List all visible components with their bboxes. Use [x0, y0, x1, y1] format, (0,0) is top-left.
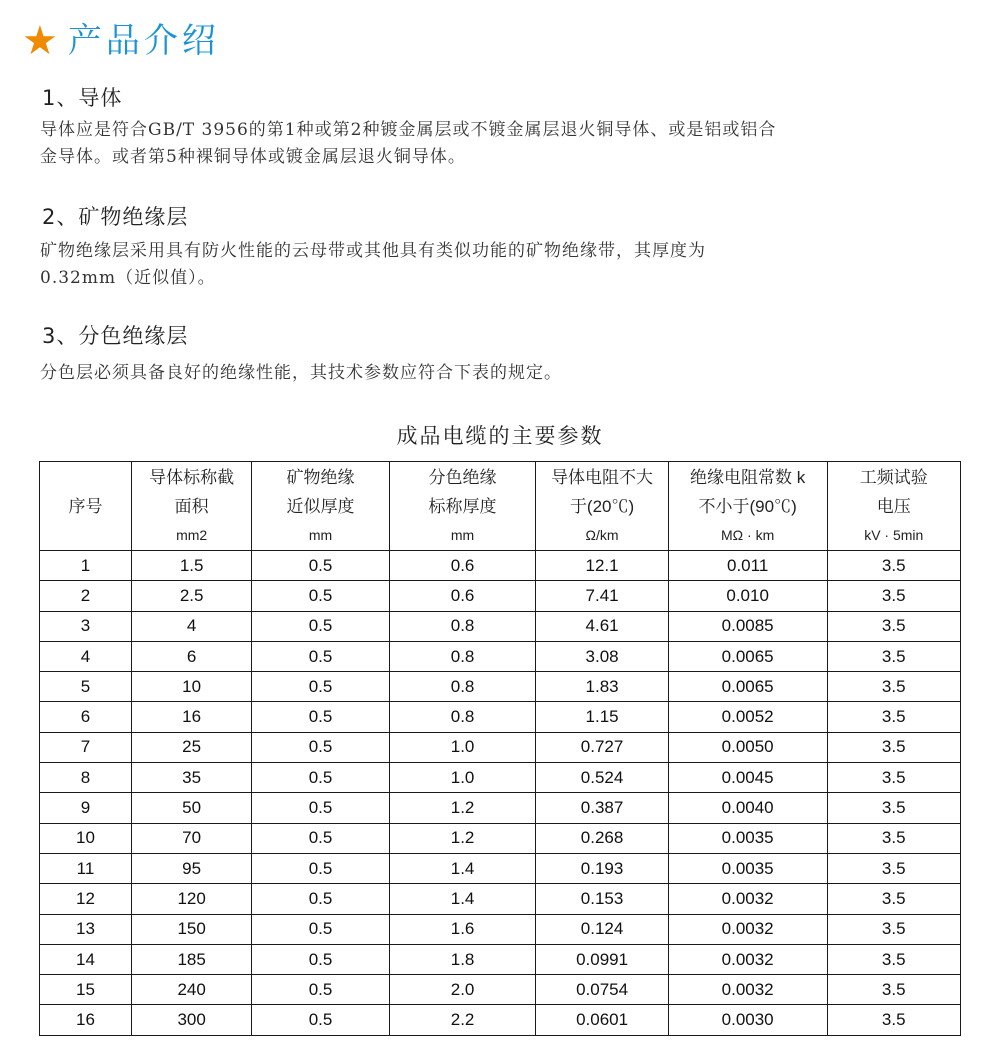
- header-line: 电压: [876, 496, 911, 516]
- header-line: 工频试验: [859, 467, 928, 487]
- table-cell: 0.8: [389, 672, 536, 702]
- table-cell: 3.5: [827, 672, 961, 702]
- section-heading-mineral-insulation: 2、矿物绝缘层: [42, 205, 189, 229]
- table-row: [40, 551, 961, 581]
- table-cell: 0.8: [389, 611, 536, 641]
- star-icon: ★: [22, 18, 58, 64]
- table-cell: 150: [131, 914, 251, 944]
- table-cell: 0.268: [536, 823, 668, 853]
- table-cell: 0.011: [668, 551, 827, 581]
- header-unit: Ω/km: [585, 526, 619, 543]
- table-cell: 3.5: [827, 884, 961, 914]
- table-cell: 0.5: [252, 641, 389, 671]
- body-line: 矿物绝缘层采用具有防火性能的云母带或其他具有类似功能的矿物绝缘带，其厚度为: [40, 241, 706, 261]
- table-cell: 0.5: [252, 884, 389, 914]
- header-line: 分色绝缘: [428, 467, 497, 487]
- table-row: [40, 763, 961, 793]
- table-cell: 0.5: [252, 975, 389, 1005]
- table-row: [40, 975, 961, 1005]
- table-cell: 3.5: [827, 853, 961, 883]
- table-cell: 3.5: [827, 914, 961, 944]
- table-cell: 300: [131, 1005, 251, 1035]
- table-cell: 25: [131, 732, 251, 762]
- page-title: 产品介绍: [67, 21, 220, 61]
- table-cell: 0.0050: [668, 732, 827, 762]
- table-row: [40, 611, 961, 641]
- table-cell: 0.0065: [668, 672, 827, 702]
- table-cell: 0.6: [389, 551, 536, 581]
- table-cell: 4: [40, 641, 132, 671]
- table-cell: 11: [40, 853, 132, 883]
- table-cell: 3.5: [827, 551, 961, 581]
- section-body-color-insulation: [40, 360, 940, 387]
- table-cell: 0.0030: [668, 1005, 827, 1035]
- table-row: [40, 823, 961, 853]
- table-cell: 2: [40, 581, 132, 611]
- table-cell: 0.193: [536, 853, 668, 883]
- table-cell: 6: [40, 702, 132, 732]
- table-cell: 0.0032: [668, 914, 827, 944]
- table-cell: 1.2: [389, 793, 536, 823]
- table-cell: 3.5: [827, 641, 961, 671]
- table-cell: 0.5: [252, 914, 389, 944]
- cable-parameters-table: [39, 461, 961, 1036]
- table-title: 成品电缆的主要参数: [396, 424, 604, 448]
- table-row: [40, 702, 961, 732]
- table-row: [40, 732, 961, 762]
- table-cell: 3.5: [827, 732, 961, 762]
- body-line: 金导体。或者第5种裸铜导体或镀金属层退火铜导体。: [40, 147, 466, 167]
- column-header: [389, 462, 536, 551]
- column-header: [536, 462, 668, 551]
- table-cell: 1.6: [389, 914, 536, 944]
- header-line: 不小于(90℃): [698, 496, 797, 516]
- table-cell: 0.0035: [668, 853, 827, 883]
- table-cell: 0.0045: [668, 763, 827, 793]
- table-cell: 14: [40, 944, 132, 974]
- table-cell: 0.524: [536, 763, 668, 793]
- table-cell: 3.08: [536, 641, 668, 671]
- table-cell: 0.5: [252, 823, 389, 853]
- table-cell: 0.0032: [668, 884, 827, 914]
- table-row: [40, 581, 961, 611]
- table-cell: 1: [40, 551, 132, 581]
- table-cell: 8: [40, 763, 132, 793]
- table-cell: 3.5: [827, 611, 961, 641]
- table-cell: 0.0085: [668, 611, 827, 641]
- table-cell: 0.8: [389, 702, 536, 732]
- table-cell: 0.0040: [668, 793, 827, 823]
- table-cell: 0.5: [252, 944, 389, 974]
- table-cell: 4: [131, 611, 251, 641]
- table-row: [40, 944, 961, 974]
- table-cell: 13: [40, 914, 132, 944]
- table-cell: 1.4: [389, 884, 536, 914]
- table-cell: 3: [40, 611, 132, 641]
- table-cell: 95: [131, 853, 251, 883]
- section-body-conductor: [40, 117, 940, 171]
- table-cell: 15: [40, 975, 132, 1005]
- table-cell: 1.0: [389, 763, 536, 793]
- table-row: [40, 853, 961, 883]
- header-line: 面积: [174, 496, 209, 516]
- table-cell: 3.5: [827, 944, 961, 974]
- table-cell: 35: [131, 763, 251, 793]
- section-heading-color-insulation: 3、分色绝缘层: [42, 324, 189, 348]
- table-cell: 0.0991: [536, 944, 668, 974]
- table-cell: 3.5: [827, 793, 961, 823]
- header-line: 绝缘电阻常数 k: [690, 467, 806, 487]
- table-cell: 0.727: [536, 732, 668, 762]
- table-cell: 0.387: [536, 793, 668, 823]
- table-cell: 0.0052: [668, 702, 827, 732]
- header-line: 于(20℃): [569, 496, 635, 516]
- table-cell: 3.5: [827, 1005, 961, 1035]
- table-cell: 3.5: [827, 975, 961, 1005]
- column-header: [668, 462, 827, 551]
- column-header: [40, 462, 132, 551]
- table-cell: 12.1: [536, 551, 668, 581]
- table-cell: 2.2: [389, 1005, 536, 1035]
- column-header: [131, 462, 251, 551]
- table-cell: 1.2: [389, 823, 536, 853]
- table-cell: 0.010: [668, 581, 827, 611]
- table-cell: 3.5: [827, 763, 961, 793]
- body-line: 分色层必须具备良好的绝缘性能，其技术参数应符合下表的规定。: [40, 363, 562, 383]
- section-heading-conductor: 1、导体: [42, 86, 123, 110]
- header-line: 标称厚度: [428, 496, 497, 516]
- table-cell: 0.0065: [668, 641, 827, 671]
- table-row: [40, 672, 961, 702]
- table-cell: 0.124: [536, 914, 668, 944]
- table-cell: 0.0601: [536, 1005, 668, 1035]
- table-row: [40, 641, 961, 671]
- header-line: 矿物绝缘: [286, 467, 355, 487]
- table-cell: 0.5: [252, 763, 389, 793]
- table-cell: 0.5: [252, 581, 389, 611]
- table-cell: 0.5: [252, 702, 389, 732]
- column-header: [827, 462, 961, 551]
- column-header: [252, 462, 389, 551]
- table-cell: 0.5: [252, 551, 389, 581]
- table-cell: 1.15: [536, 702, 668, 732]
- table-cell: 5: [40, 672, 132, 702]
- header-line: 序号: [68, 496, 103, 516]
- table-cell: 16: [40, 1005, 132, 1035]
- body-line: 0.32mm（近似值）。: [40, 268, 216, 288]
- header-line: 导体电阻不大: [551, 467, 654, 487]
- table-cell: 10: [40, 823, 132, 853]
- table-cell: 1.83: [536, 672, 668, 702]
- table-cell: 7: [40, 732, 132, 762]
- header-line: 近似厚度: [286, 496, 355, 516]
- body-line: 导体应是符合GB/T 3956的第1种或第2种镀金属层或不镀金属层退火铜导体、或是铝或铝合: [40, 120, 777, 140]
- table-cell: 1.5: [131, 551, 251, 581]
- table-cell: 1.4: [389, 853, 536, 883]
- table-row: [40, 793, 961, 823]
- table-cell: 4.61: [536, 611, 668, 641]
- table-cell: 50: [131, 793, 251, 823]
- header-line: 导体标称截: [149, 467, 235, 487]
- table-cell: 0.0035: [668, 823, 827, 853]
- table-cell: 0.5: [252, 793, 389, 823]
- table-cell: 10: [131, 672, 251, 702]
- table-cell: 0.0754: [536, 975, 668, 1005]
- header-unit: mm2: [176, 526, 208, 543]
- table-cell: 0.5: [252, 611, 389, 641]
- table-cell: 0.8: [389, 641, 536, 671]
- table-cell: 3.5: [827, 702, 961, 732]
- table-cell: 240: [131, 975, 251, 1005]
- table-cell: 70: [131, 823, 251, 853]
- table-cell: 2.0: [389, 975, 536, 1005]
- table-cell: 120: [131, 884, 251, 914]
- table-row: [40, 1005, 961, 1035]
- table-body: [40, 551, 961, 1036]
- table-row: [40, 884, 961, 914]
- header-unit: MΩ · km: [721, 526, 775, 543]
- table-cell: 0.153: [536, 884, 668, 914]
- header-unit: mm: [450, 526, 475, 543]
- table-cell: 0.5: [252, 732, 389, 762]
- table-cell: 0.6: [389, 581, 536, 611]
- table-cell: 0.5: [252, 1005, 389, 1035]
- table-row: [40, 914, 961, 944]
- table-header-row: [40, 462, 961, 551]
- table-cell: 3.5: [827, 581, 961, 611]
- table-cell: 3.5: [827, 823, 961, 853]
- table-cell: 16: [131, 702, 251, 732]
- table-cell: 6: [131, 641, 251, 671]
- table-cell: 1.0: [389, 732, 536, 762]
- table-cell: 0.5: [252, 672, 389, 702]
- section-body-mineral-insulation: [40, 238, 940, 292]
- table-cell: 7.41: [536, 581, 668, 611]
- header-unit: mm: [308, 526, 333, 543]
- table-cell: 0.5: [252, 853, 389, 883]
- table-cell: 0.0032: [668, 975, 827, 1005]
- page-header: [22, 16, 220, 66]
- table-cell: 1.8: [389, 944, 536, 974]
- header-unit: kV · 5min: [864, 526, 924, 543]
- table-cell: 2.5: [131, 581, 251, 611]
- table-cell: 9: [40, 793, 132, 823]
- table-cell: 185: [131, 944, 251, 974]
- table-cell: 0.0032: [668, 944, 827, 974]
- table-cell: 12: [40, 884, 132, 914]
